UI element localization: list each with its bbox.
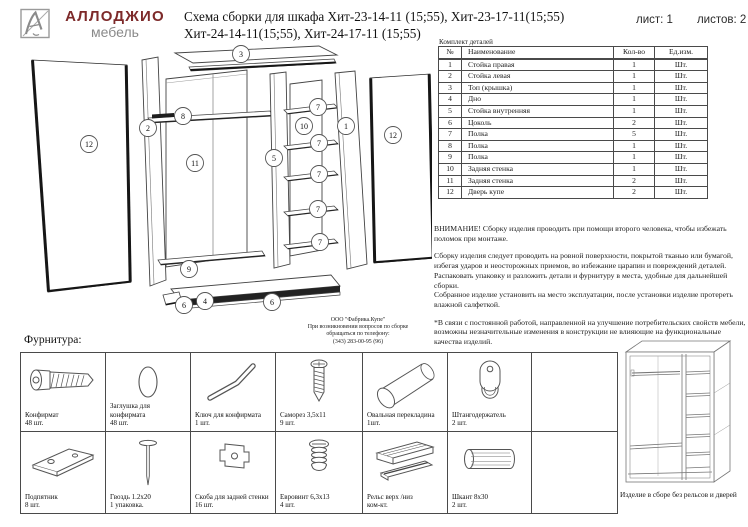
table-row: 5 Стойка внутренняя 1 Шт. xyxy=(439,105,708,117)
part-callout-number: 7 xyxy=(318,237,322,247)
note-line1: Сборку изделия следует проводить на ровной поверхности, покрытой тканью или бумагой, избегая ударов и неосторожных приемов, во избежание царапин и повреждений деталей. xyxy=(434,251,733,271)
part-callout-number: 12 xyxy=(389,130,397,140)
table-row: 9 Полка 1 Шт. xyxy=(439,152,708,164)
hardware-heading: Фурнитура: xyxy=(24,334,82,346)
table-row: 11 Задняя стенка 2 Шт. xyxy=(439,175,708,187)
table-row: 8 Полка 1 Шт. xyxy=(439,140,708,152)
part-callout-number: 6 xyxy=(270,297,274,307)
door-left-part xyxy=(32,60,131,292)
part-callout-number: 6 xyxy=(182,300,186,310)
part-callout-number: 5 xyxy=(272,153,276,163)
hardware-item-cap: Заглушка для конфирмата 48 шт. xyxy=(106,353,191,432)
hardware-item-hex-key: Ключ для конфирмата 1 шт. xyxy=(191,353,276,432)
table-row: 12 Дверь купе 2 Шт. xyxy=(439,187,708,199)
hardware-item-screw: Саморез 3,5х11 9 шт. xyxy=(276,353,363,432)
rod-holder-icon xyxy=(448,357,531,409)
part-callout-number: 7 xyxy=(316,102,320,112)
contact-phone: (343) 283-00-95 (96) xyxy=(332,338,384,345)
table-row: 4 Дно 1 Шт. xyxy=(439,94,708,106)
part-callout-number: 7 xyxy=(317,138,321,148)
exploded-assembly-diagram xyxy=(18,42,432,336)
table-row: 7 Полка 5 Шт. xyxy=(439,129,708,141)
brand-block xyxy=(55,8,175,40)
hardware-item-rod-holder: Штангодержатель 2 шт. xyxy=(448,353,532,432)
part-callout-number: 8 xyxy=(181,111,185,121)
foot-plate-icon xyxy=(21,436,105,486)
hardware-item-oval-rod: Овальная перекладина 1шт. xyxy=(363,353,448,432)
assembly-notes xyxy=(434,224,746,347)
sheet-info xyxy=(636,14,746,26)
inner-partition-part xyxy=(270,72,290,268)
note-line2: Распаковать упаковку и разложить детали и фурнитуру в места, удобные для дальнейшей сборки. xyxy=(434,270,728,290)
column-header: Наименование xyxy=(462,47,614,59)
sheet-number: лист: 1 xyxy=(636,14,673,26)
part-callout-number: 7 xyxy=(317,169,321,179)
contact-note2: обращаться по телефону: xyxy=(326,331,390,338)
hardware-item-euro-screw: Евровинт 6,3х13 4 шт. xyxy=(276,432,363,514)
page-title-line2: Хит-24-14-11(15;55), Хит-24-17-11 (15;55) xyxy=(184,25,421,41)
warning-text: ВНИМАНИЕ! Сборку изделия проводить при помощи второго человека, чтобы избежать поломок при монтаже. xyxy=(434,224,727,243)
parts-table-header-row xyxy=(439,47,708,59)
hardware-table xyxy=(20,352,618,514)
top-panel-part xyxy=(175,46,337,71)
hardware-empty-cell xyxy=(532,432,618,514)
parts-table-body xyxy=(439,59,708,199)
part-callout-number: 7 xyxy=(316,204,320,214)
part-callout-number: 12 xyxy=(85,139,93,149)
brand-logo-icon xyxy=(20,8,51,39)
confirmat-screw-icon xyxy=(21,357,105,403)
hardware-item-back-panel-bracket: Скоба для задней стенки 16 шт. xyxy=(191,432,276,514)
page-title-line1: Схема сборки для шкафа Хит-23-14-11 (15;55), Хит-23-17-11(15;55) xyxy=(184,9,565,24)
table-row: 3 Топ (крышка) 1 Шт. xyxy=(439,82,708,94)
column-header: Кол-во xyxy=(614,47,655,59)
column-header: № xyxy=(439,47,462,59)
hardware-empty-cell xyxy=(532,353,618,432)
assembled-product-drawing xyxy=(618,336,746,488)
back-panel-bracket-icon xyxy=(191,436,275,486)
oval-rod-icon xyxy=(363,357,447,411)
part-callout-number: 10 xyxy=(300,121,308,131)
hex-key-icon xyxy=(191,357,275,407)
sheets-total: листов: 2 xyxy=(696,14,747,26)
nail-icon xyxy=(106,436,190,490)
contact-company: ООО "Фабрика.Купе" xyxy=(330,317,386,323)
parts-table xyxy=(438,46,708,199)
parts-table-caption: Комплект деталей xyxy=(439,38,493,46)
note-footnote: *В связи с постоянной работой, направленной на улучшение потребительских свойств мебели, возможны незначительные изменения в конструкции не влияющие на функциональные качества изделий. xyxy=(434,317,746,347)
column-header: Ед.изм. xyxy=(655,47,708,59)
side-panel-left-part xyxy=(142,57,166,286)
table-row: 10 Задняя стенка 1 Шт. xyxy=(439,163,708,175)
hardware-item-foot-plate: Подпятник 8 шт. xyxy=(21,432,106,514)
cap-icon xyxy=(106,357,190,407)
part-callout-number: 2 xyxy=(146,123,150,133)
hardware-item-dowel: Шкант 8х30 2 шт. xyxy=(448,432,532,514)
hardware-item-nail: Гвоздь 1.2х20 1 упаковка. xyxy=(106,432,191,514)
side-panel-right-part xyxy=(335,71,367,269)
part-callout-number: 1 xyxy=(344,121,348,131)
hardware-item-confirmat: Конфирмат 48 шт. xyxy=(21,353,106,432)
screw-icon xyxy=(276,357,362,407)
contact-note1: При возникновении вопросов по сборке xyxy=(307,324,409,331)
assembled-product-caption: Изделие в сборе без рельсов и дверей xyxy=(620,490,737,499)
back-panel-large-part xyxy=(166,70,247,267)
page-title xyxy=(184,9,564,42)
part-callout-number: 9 xyxy=(187,264,191,274)
brand-subtitle: мебель xyxy=(91,24,139,40)
part-callout-number: 4 xyxy=(203,296,207,306)
note-line3: Собранное изделие установить на место эксплуатации, после установки изделие протереть влажной салфеткой. xyxy=(434,290,733,309)
table-row: 2 Стойка левая 1 Шт. xyxy=(439,71,708,83)
euro-screw-icon xyxy=(276,436,362,486)
part-callout-number: 11 xyxy=(191,158,199,168)
door-right-part xyxy=(370,74,432,263)
brand-name: АЛЛОДЖИО xyxy=(65,8,165,25)
table-row: 1 Стойка правая 1 Шт. xyxy=(439,59,708,71)
table-row: 6 Цоколь 2 Шт. xyxy=(439,117,708,129)
part-callout-number: 3 xyxy=(239,49,243,59)
dowel-icon xyxy=(448,436,531,482)
hardware-item-rail: Рельс верх /низ ком-кт. xyxy=(363,432,448,514)
rail-icon xyxy=(363,436,447,490)
